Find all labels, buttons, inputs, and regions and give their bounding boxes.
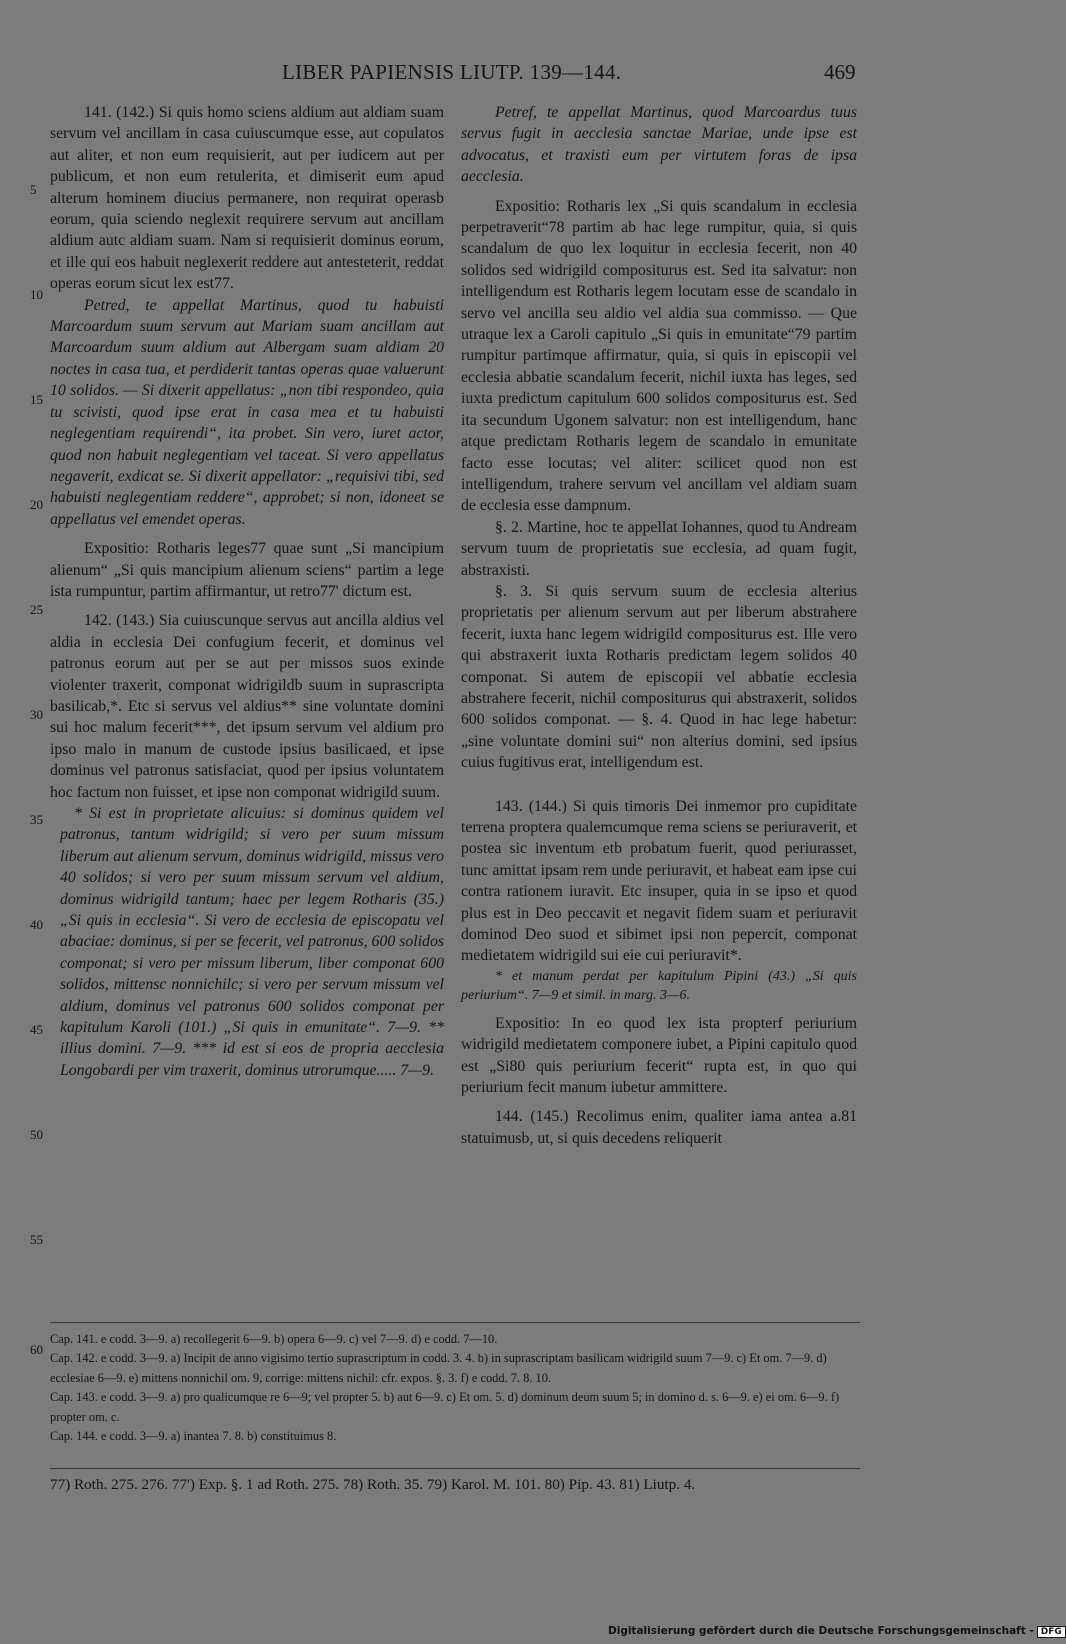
left-column: [50, 102, 444, 1081]
line-number: 20: [30, 497, 43, 512]
footnote-rule: [50, 1322, 860, 1323]
footnote-144: Cap. 144. e codd. 3—9. a) inantea 7. 8. b) constituimus 8.: [50, 1429, 337, 1444]
chapter-142: 142. (143.) Sia cuiuscunque servus aut ancilla aldius vel aldia in ecclesia Dei confugium fecerit, et dominus vel patronus eorum aut per se aut per missos suos exinde violenter traxerit, componat widrigildb suum in suprascripta basilicab,*. Etc si servus vel aldius** sine voluntate domini sui hoc malum fecerit***, det ipsum servum vel aldium pro ipso malo in manum de custode ipsius basilicaed, et ipse dominus vel patronus satisfaciat, quod per ipsius voluntatem hoc factum non fuisset, et ipse non componat widrigild suum.: [50, 612, 444, 801]
right-column: [461, 102, 857, 1149]
gloss-142: * Si est in proprietate alicuius: si dominus quidem vel patronus, tantum widrigild; si vero per suum missum liberum aut alienum servum, dominus widrigild, missus vero 40 solidos; si vero per suum missum servum vel aldium, dominus widrigild tantum; haec per legem Rotharis (35.) „Si quis in ecclesia“. Si vero de ecclesia de episcopatu vel abaciae: dominus, si per se fecerit, vel patronus, 600 solidos componat; si vero per missum liberum, liber componat 600 solidos, mittensc nonnichilc; si vero per servum missum vel aldium, dominus vel patronus 600 solidos componat per kapitulum Karoli (101.) „Si quis in emunitate“. 7—9. ** illius domini. 7—9. *** id est si eos de propria aecclesia Longobardi per vim traxerit, dominus utrorumque..... 7—9.: [60, 805, 444, 1079]
line-number: 25: [30, 602, 43, 617]
critical-apparatus: [50, 1330, 860, 1446]
citation-rule: [50, 1468, 860, 1469]
chapter-143: 143. (144.) Si quis timoris Dei inmemor pro cupiditate terrena proptera qualemcumque rema sciens se periuraverit, et postea sic inventum etb probatum fuerit, quod periurasset, tunc amittat ipsam rem unde periuravit, et habeat eam ipse cui contra rationem iuravit. Etc insuper, quia in se ipso et quod plus est in Deo peccavit et negavit fidem suam et periuravit dominod Deo suod et sibimet ipsi non pepercit, componat medietatem widrigild sui eie cui periuravit*.: [461, 797, 857, 965]
line-number: 60: [30, 1342, 43, 1357]
source-citations: 77) Roth. 275. 276. 77') Exp. §. 1 ad Roth. 275. 78) Roth. 35. 79) Karol. M. 101. 80) Pip. 43. 81) Liutp. 4.: [50, 1476, 696, 1493]
paragraph-2: §. 2. Martine, hoc te appellat Iohannes, quod tu Andream servum tuum de proprietatis sue ecclesia, ad quam fugit, abstraxisti.: [461, 518, 857, 579]
chapter-144: 144. (145.) Recolimus enim, qualiter iama antea a.81 statuimusb, ut, si quis decedens reliquerit: [461, 1108, 857, 1147]
line-number: 40: [30, 917, 43, 932]
page-header: [0, 60, 1000, 90]
line-number: 5: [30, 182, 37, 197]
chapter-141: 141. (142.) Si quis homo sciens aldium aut aldiam suam servum vel ancillam in casa cuiuscumque esse, aut copulatos aut aliter, et non eum requisierit, aut per iudicem aut per publicum, et non eum retulerita, et dimiserit eum apud alterum hominem diucius permanere, non requirat operasb eorum, quia sciendo neglexit requirere servum aut ancillam aldium autc aldiam suam. Nam si requisierit dominus eorum, et ille qui eos habuit neglexerit reddere aut antesteterit, reddat operas eorum sicut lex est77.: [50, 104, 444, 293]
gloss-143: * et manum perdat per kapitulum Pipini (43.) „Si quis periurium“. 7—9 et simil. in marg. 3—6.: [461, 968, 857, 1003]
running-title: LIBER PAPIENSIS LIUTP. 139—144.: [282, 60, 622, 84]
formula-142: Petref, te appellat Martinus, quod Marcoardus tuus servus fugit in aecclesia sanctae Mariae, unde ipse est advocatus, et traxisti eum per virtutem foras de ipsa aecclesia.: [461, 104, 857, 186]
line-number: 50: [30, 1127, 43, 1142]
line-number: 45: [30, 1022, 43, 1037]
dfg-logo: DFG: [1037, 1626, 1066, 1638]
digitization-footer: [608, 1625, 1066, 1637]
line-number: 35: [30, 812, 43, 827]
expositio-142: Expositio: Rotharis lex „Si quis scandalum in ecclesia perpetraverit“78 partim ab hac lege rumpitur, quia, si quis scandalum de quo lex loquitur in ecclesia fecerit, non 40 solidos sed widrigild compositurus est. Sed ita salvatur: non intelligendum est Rotharis legem locutam esse de scandalo in servo vel ancilla seu aldio vel aldia sua commisso. — Que utraque lex a Caroli capitulo „Si quis in emunitate“79 partim rumpitur partimque affirmatur, quia, si quis in episcopii vel ecclesia abbatie scandalum fecerit, nichil iuxta has leges, sed iuxta predictum capitulum 600 solidos compositurus est. Sed ita secundum Ugonem salvatur: non est intelligendum, hanc atque predictam Rotharis legem de scandalo in emunitate facto esse locutas; vel aliter: scilicet quod non est intelligendum, trahere servum vel ancillam vel aldiam suam de ecclesia esse dampnum.: [461, 197, 857, 515]
line-number: 15: [30, 392, 43, 407]
page-number: 469: [824, 60, 856, 84]
formula-141: Petred, te appellat Martinus, quod tu habuisti Marcoardum suum servum aut Mariam suam ancillam aut Marcoardum suum aldium aut Albergam suam aldiam 20 noctes in casa tua, et perdiderit tantas operas quae valuerunt 10 solidos. — Si dixerit appellatus: „non tibi respondeo, quia tu scivisti, quod ipse erat in casa mea et tu habuisti neglegentiam requirendi“, ita probet. Sin vero, iuret actor, quod non habuit neglegentiam vel taceat. Si vero appellatus negaverit, exdicat se. Si dixerit appellator: „requisivi tibi, sed habuisti neglegentiam reddere“, approbet; si non, idoneet se appellatus vel emendet operas.: [50, 296, 444, 528]
footnote-141: Cap. 141. e codd. 3—9. a) recollegerit 6—9. b) opera 6—9. c) vel 7—9. d) e codd. 7—10.: [50, 1332, 498, 1346]
expositio-143: Expositio: In eo quod lex ista propterf periurium widrigild medietatem componere iubet, a Pipini capitulo quod est „Si80 quis periurium fecerit“ rupta est, in quo qui periurium fecit manum iubetur ammittere.: [461, 1014, 857, 1097]
footer-text: Digitalisierung gefördert durch die Deutsche Forschungsgemeinschaft -: [608, 1625, 1034, 1637]
footnote-142: Cap. 142. e codd. 3—9. a) Incipit de anno vigisimo tertio suprascriptum in codd. 3. 4. b) in suprascriptam basilicam widrigild suum 7—9. c) Et om. 7—9. d) ecclesiae 6—9. e) mittens nonnichil om. 9, corrige: mittens nichil: cfr. expos. §. 3. f) e codd. 7. 8. 10.: [50, 1351, 827, 1385]
line-number: 30: [30, 707, 43, 722]
footnote-143: Cap. 143. e codd. 3—9. a) pro qualicumque re 6—9; vel propter 5. b) aut 6—9. c) Et om. 5. d) dominum deum suum 5; in domino d. s. 6—9. e) ei om. 6—9. f) propter om. c.: [50, 1390, 840, 1424]
line-number: 10: [30, 287, 43, 302]
paragraph-3: §. 3. Si quis servum suum de ecclesia alterius proprietatis per alienum servum aut per liberum abstrahere fecerit, iuxta hanc legem widrigild compositurus est. Ille vero qui abstraxerit iuxta Rotharis predictam legem solidos 40 componat. Si autem de episcopii vel abbatie ecclesia abstrahere fecerit, nichil compositurus qui abstraxerit, solidos 600 solidos componat. — §. 4. Quod in hac lege habetur: „sine voluntate domini sui“ non alterius domini, sed ipsius cuius fugitivus erat, intelligendum est.: [461, 582, 857, 772]
line-number: 55: [30, 1232, 43, 1247]
expositio-141: Expositio: Rotharis leges77 quae sunt „Si mancipium alienum“ „Si quis mancipium alienum sciens“ partim a lege ista rumpuntur, partim affirmantur, ut retro77' dictum est.: [50, 540, 444, 600]
